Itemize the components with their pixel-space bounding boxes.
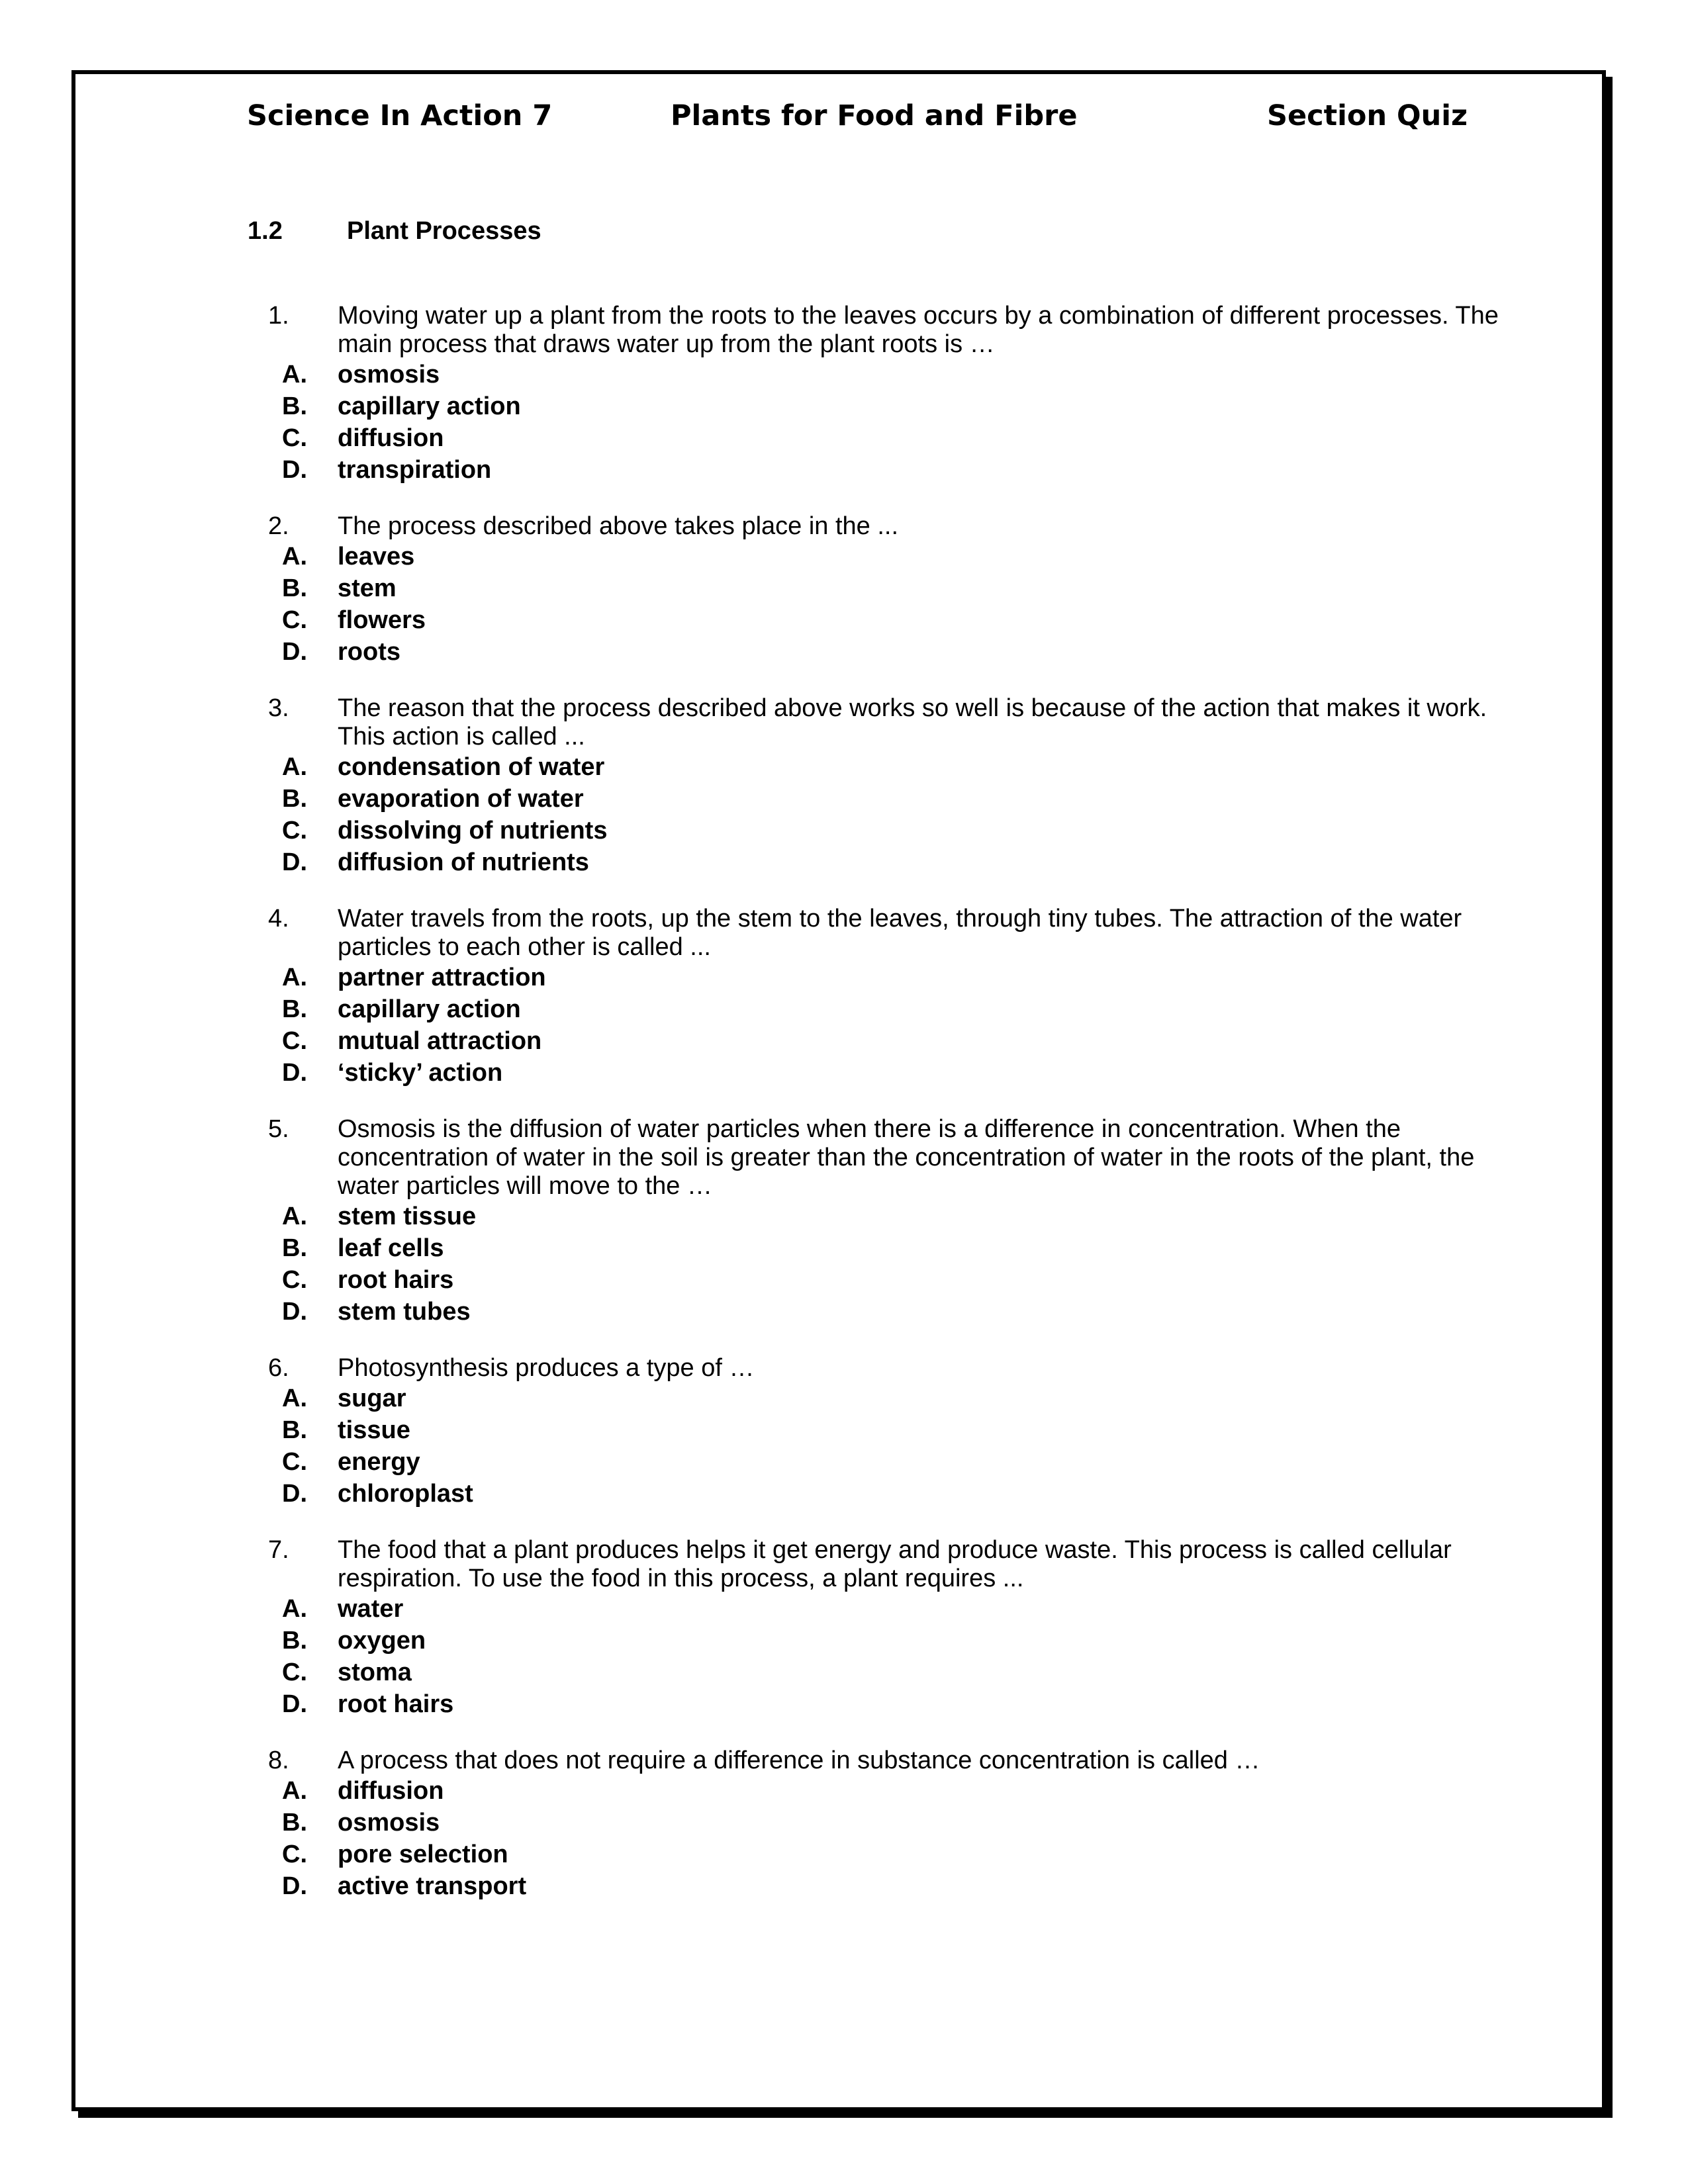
option-text: flowers [338,606,426,634]
option-letter: C. [282,1659,307,1686]
answer-option [258,390,1503,422]
option-text: root hairs [338,1266,454,1294]
answer-option [258,1201,1503,1232]
answer-option [258,1414,1503,1446]
question-stem [258,512,1503,541]
answer-option [258,572,1503,604]
answer-option [258,422,1503,454]
option-text: partner attraction [338,964,546,991]
option-letter: A. [282,543,307,570]
unit-title: Plants for Food and Fibre [671,99,1078,132]
option-text: tissue [338,1416,410,1444]
question-stem [258,1354,1503,1383]
question-6 [258,1354,1503,1510]
option-text: root hairs [338,1690,454,1718]
question-text: The process described above takes place in the ... [338,512,899,540]
option-text: capillary action [338,392,521,420]
section-heading [248,217,541,246]
question-number: 4. [268,905,289,933]
question-number: 6. [268,1354,289,1382]
answer-option [258,1657,1503,1688]
question-text: Moving water up a plant from the roots to the leaves occurs by a combination of different processes. The main process that draws water up from the plant roots is … [338,302,1499,358]
option-letter: D. [282,848,307,876]
question-8 [258,1747,1503,1902]
option-letter: B. [282,574,307,602]
option-text: osmosis [338,361,440,388]
option-letter: D. [282,1298,307,1326]
answer-option [258,1383,1503,1414]
question-text: The reason that the process described above works so well is because of the action that makes it work. This action is called ... [338,694,1487,751]
option-text: energy [338,1448,420,1476]
answer-option [258,1593,1503,1625]
answer-option [258,1839,1503,1870]
answer-option [258,604,1503,636]
answer-option [258,454,1503,486]
option-letter: A. [282,1777,307,1805]
option-letter: D. [282,1059,307,1087]
section-title: Plant Processes [347,217,541,245]
answer-option [258,1057,1503,1089]
question-2 [258,512,1503,668]
answer-options [258,359,1503,486]
option-letter: A. [282,964,307,991]
option-letter: B. [282,392,307,420]
option-text: stem [338,574,397,602]
option-letter: C. [282,1841,307,1868]
option-letter: C. [282,817,307,844]
question-text: Osmosis is the diffusion of water particles when there is a difference in concentration. When the concentration of water in the soil is greater than the concentration of water in the roots of the plant, the water particles will move to the … [338,1115,1475,1200]
question-text: A process that does not require a difference in substance concentration is called … [338,1747,1260,1774]
answer-option [258,541,1503,572]
option-text: oxygen [338,1627,426,1655]
section-number: 1.2 [248,217,283,245]
question-4 [258,905,1503,1089]
option-letter: C. [282,1448,307,1476]
option-letter: D. [282,1690,307,1718]
option-text: water [338,1595,404,1623]
option-letter: D. [282,638,307,666]
answer-option [258,359,1503,390]
answer-option [258,751,1503,783]
option-text: active transport [338,1872,527,1900]
option-letter: B. [282,1416,307,1444]
option-letter: A. [282,1203,307,1230]
answer-option [258,1870,1503,1902]
option-text: leaf cells [338,1234,444,1262]
question-stem [258,905,1503,962]
question-1 [258,302,1503,486]
option-text: stem tubes [338,1298,471,1326]
option-letter: C. [282,1266,307,1294]
question-number: 5. [268,1115,289,1143]
question-number: 1. [268,302,289,330]
option-text: capillary action [338,995,521,1023]
option-text: diffusion [338,424,444,452]
option-letter: B. [282,1234,307,1262]
option-letter: D. [282,1480,307,1508]
option-text: dissolving of nutrients [338,817,608,844]
answer-option [258,962,1503,993]
question-3 [258,694,1503,878]
option-letter: B. [282,1627,307,1655]
option-letter: B. [282,785,307,813]
answer-option [258,993,1503,1025]
option-text: ‘sticky’ action [338,1059,503,1087]
question-text: Photosynthesis produces a type of … [338,1354,755,1382]
option-letter: C. [282,424,307,452]
option-text: mutual attraction [338,1027,542,1055]
answer-option [258,783,1503,815]
option-text: roots [338,638,400,666]
option-text: stoma [338,1659,412,1686]
question-number: 3. [268,694,289,722]
option-text: evaporation of water [338,785,584,813]
question-5 [258,1115,1503,1328]
option-text: diffusion of nutrients [338,848,589,876]
option-letter: B. [282,1809,307,1837]
question-list [258,302,1503,1929]
option-text: condensation of water [338,753,605,781]
option-letter: A. [282,361,307,388]
answer-option [258,1232,1503,1264]
answer-options [258,1593,1503,1720]
option-text: chloroplast [338,1480,473,1508]
answer-options [258,1201,1503,1328]
question-stem [258,1747,1503,1775]
question-number: 8. [268,1747,289,1774]
option-text: sugar [338,1385,406,1412]
answer-option [258,815,1503,846]
question-number: 2. [268,512,289,540]
answer-option [258,1296,1503,1328]
question-number: 7. [268,1536,289,1564]
option-letter: D. [282,1872,307,1900]
option-letter: C. [282,1027,307,1055]
answer-option [258,636,1503,668]
course-title: Science In Action 7 [247,99,553,132]
option-letter: D. [282,456,307,484]
answer-option [258,1264,1503,1296]
answer-options [258,541,1503,668]
question-stem [258,1536,1503,1593]
answer-option [258,1025,1503,1057]
question-7 [258,1536,1503,1720]
option-letter: A. [282,753,307,781]
option-text: diffusion [338,1777,444,1805]
option-text: transpiration [338,456,492,484]
answer-option [258,1446,1503,1478]
question-stem [258,1115,1503,1201]
answer-option [258,1807,1503,1839]
option-text: osmosis [338,1809,440,1837]
answer-options [258,1383,1503,1510]
option-letter: B. [282,995,307,1023]
page-header [0,99,1688,139]
option-text: leaves [338,543,415,570]
question-text: Water travels from the roots, up the stem to the leaves, through tiny tubes. The attraction of the water particles to each other is called ... [338,905,1462,961]
answer-options [258,751,1503,878]
answer-option [258,1478,1503,1510]
option-letter: C. [282,606,307,634]
answer-option [258,1775,1503,1807]
answer-options [258,1775,1503,1902]
option-letter: A. [282,1385,307,1412]
answer-option [258,1688,1503,1720]
answer-options [258,962,1503,1089]
quiz-type: Section Quiz [1267,99,1468,132]
option-letter: A. [282,1595,307,1623]
option-text: stem tissue [338,1203,477,1230]
question-stem [258,694,1503,751]
option-text: pore selection [338,1841,508,1868]
question-text: The food that a plant produces helps it get energy and produce waste. This process is called cellular respiration. To use the food in this process, a plant requires ... [338,1536,1452,1592]
question-stem [258,302,1503,359]
answer-option [258,846,1503,878]
answer-option [258,1625,1503,1657]
